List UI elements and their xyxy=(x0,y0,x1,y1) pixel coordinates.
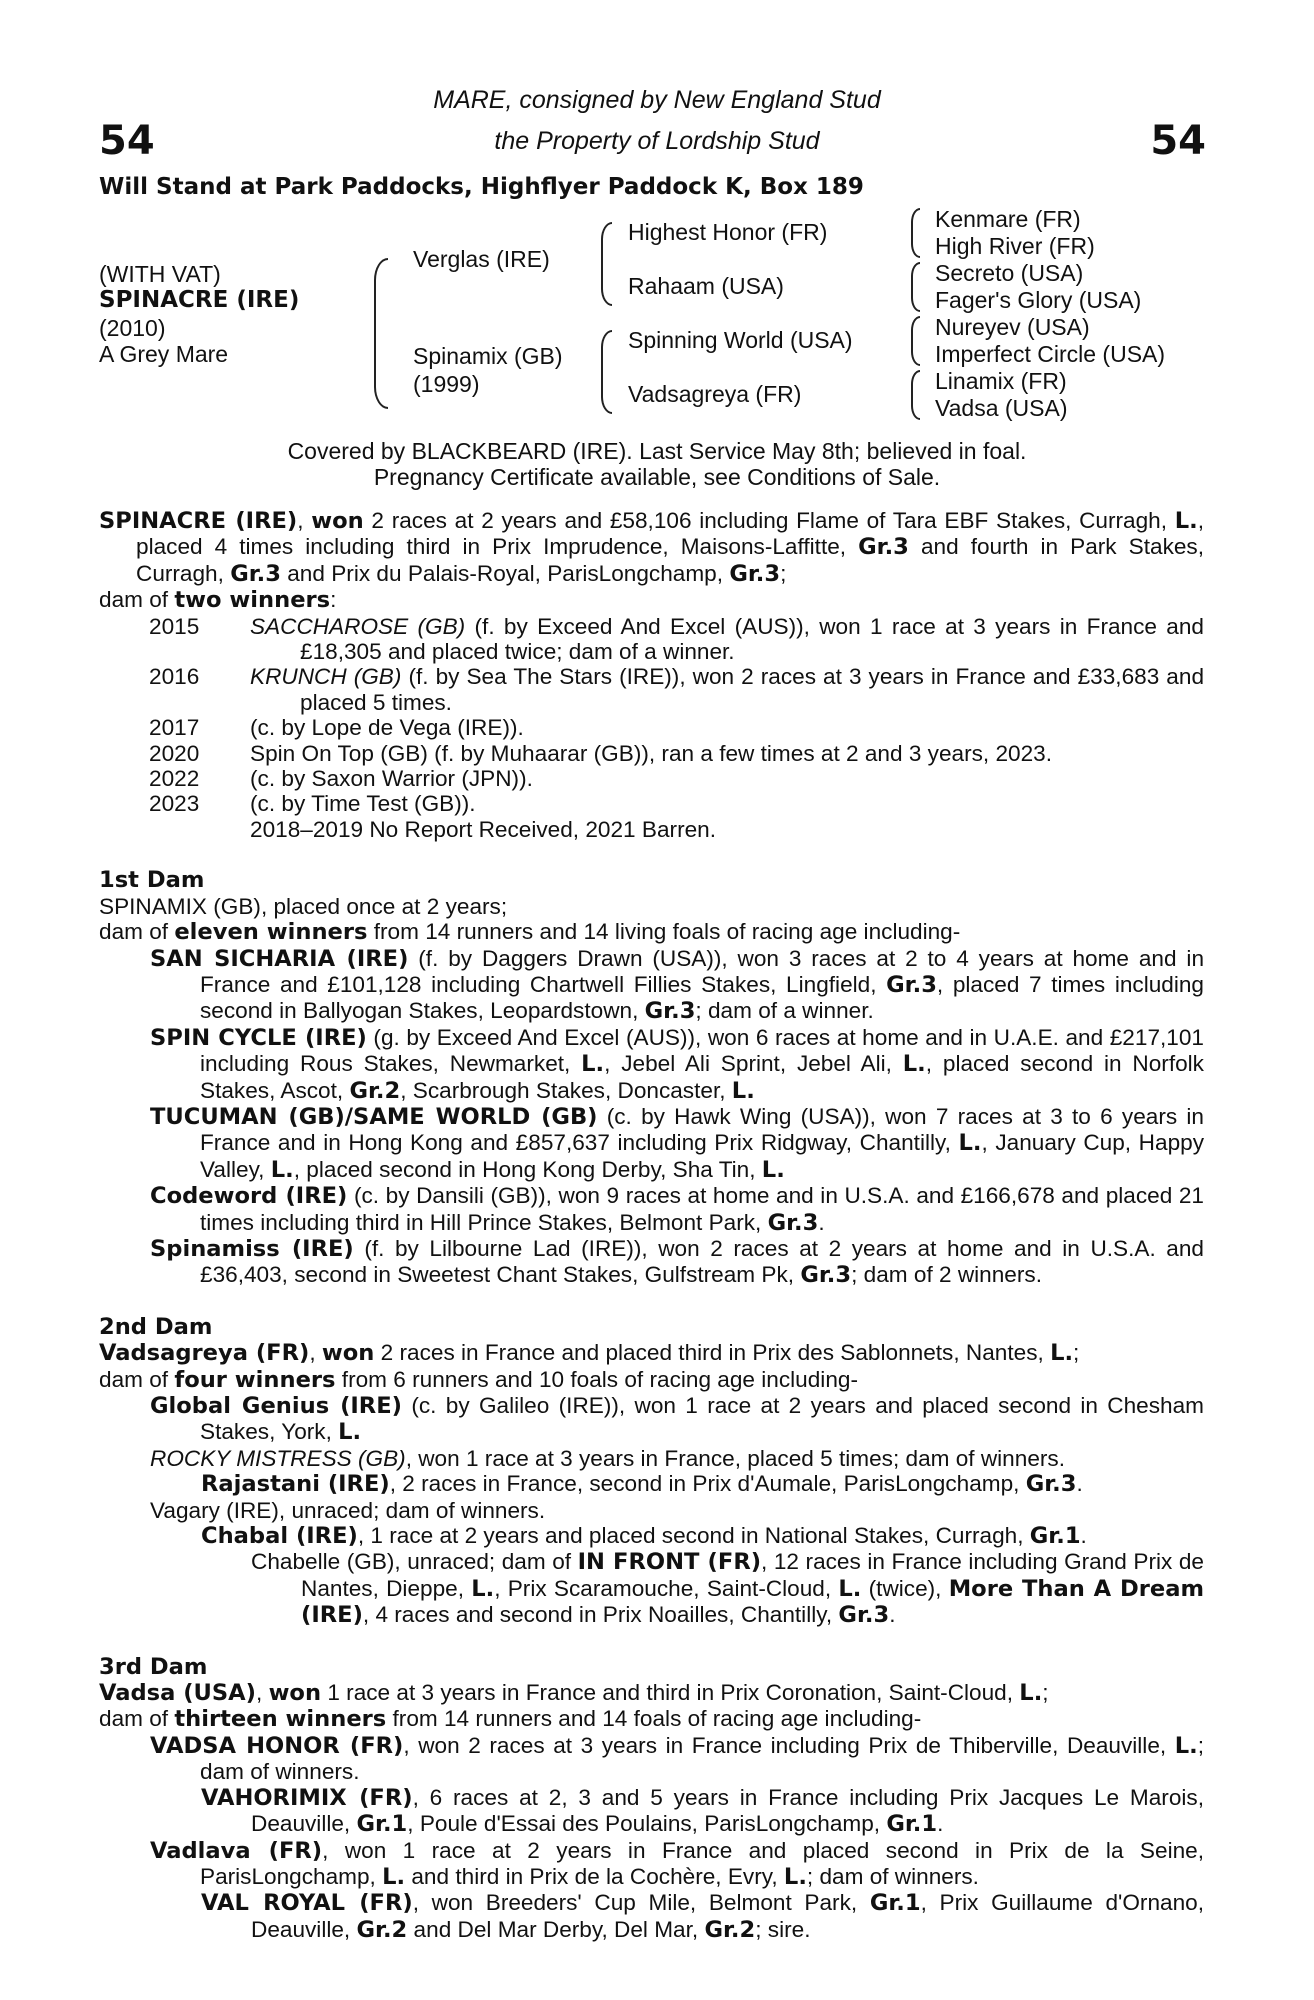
pregnancy-line: Pregnancy Certificate available, see Conditions of Sale. xyxy=(373,464,941,490)
second-dam-record: Vadsagreya (FR), won 2 races in France and placed third in Prix des Sablonnets, Nantes, L.; xyxy=(99,1340,1080,1367)
ancestor-4: Fager's Glory (USA) xyxy=(935,287,1142,313)
progeny-entry: VADSA HONOR (FR), won 2 races at 3 years in France including Prix de Thiberville, Deauville, L.; dam of winners. xyxy=(150,1732,1204,1785)
sire-dam: Rahaam (USA) xyxy=(628,273,784,299)
produce-row: 2015 SACCHAROSE (GB) (f. by Exceed And Excel (AUS)), won 1 race at 3 years in France and £18,305 and placed twice; dam of a winner. xyxy=(149,613,1204,665)
bracket-main xyxy=(374,258,388,409)
ancestor-5: Nureyev (USA) xyxy=(935,314,1090,340)
catalogue-body xyxy=(99,508,1204,1943)
mare-record: SPINACRE (IRE), won 2 races at 2 years and £58,106 including Flame of Tara EBF Stakes, Curragh, L., placed 4 times including third in Prix Imprudence, Maisons-Laffitte, Gr.3 and fourth in Park Stakes, Curragh, Gr.3 and Prix du Palais-Royal, ParisLongchamp, Gr.3; xyxy=(99,508,1204,587)
produce-list xyxy=(99,614,1204,843)
progeny-entry: ROCKY MISTRESS (GB), won 1 race at 3 years in France, placed 5 times; dam of winners. xyxy=(150,1445,1065,1471)
bracket-g4 xyxy=(911,370,920,420)
bracket-dam xyxy=(601,330,612,414)
first-dam-dam-of: dam of eleven winners from 14 runners and 14 living foals of racing age including- xyxy=(99,919,961,946)
produce-row: 2018–2019 No Report Received, 2021 Barren. xyxy=(250,816,716,842)
produce-row: 2020 Spin On Top (GB) (f. by Muhaarar (GB)), ran a few times at 2 and 3 years, 2023. xyxy=(149,740,1053,766)
ancestor-2: High River (FR) xyxy=(935,233,1095,259)
second-dam-heading: 2nd Dam xyxy=(99,1313,213,1340)
dam-sire: Spinning World (USA) xyxy=(628,327,853,353)
third-dam-record: Vadsa (USA), won 1 race at 3 years in France and third in Prix Coronation, Saint-Cloud, L.; xyxy=(99,1680,1049,1707)
second-dam-dam-of: dam of four winners from 6 runners and 10 foals of racing age including- xyxy=(99,1366,858,1393)
dam-dam: Vadsagreya (FR) xyxy=(628,381,802,407)
progeny-entry: Codeword (IRE) (c. by Dansili (GB)), won 9 races at home and in U.S.A. and £166,678 and placed 21 times including third in Hill Prince Stakes, Belmont Park, Gr.3. xyxy=(150,1183,1204,1236)
mare-dam-of: dam of two winners: xyxy=(99,587,337,614)
bracket-g3 xyxy=(911,316,920,366)
progeny-entry: SPIN CYCLE (IRE) (g. by Exceed And Excel (AUS)), won 6 races at home and in U.A.E. and £217,101 including Rous Stakes, Newmarket, L., Jebel Ali Sprint, Jebel Ali, L., placed second in Norfolk Stakes, Ascot, Gr.2, Scarbrough Stakes, Doncaster, L. xyxy=(150,1024,1204,1104)
progeny-entry: Chabelle (GB), unraced; dam of IN FRONT (FR), 12 races in France including Grand Prix de Nantes, Dieppe, L., Prix Scaramouche, Saint-Cloud, L. (twice), More Than A Dream (IRE), 4 races and second in Prix Noailles, Chantilly, Gr.3. xyxy=(251,1549,1204,1629)
horse-description: A Grey Mare xyxy=(99,341,229,367)
ancestor-6: Imperfect Circle (USA) xyxy=(935,341,1166,367)
progeny-entry: VAHORIMIX (FR), 6 races at 2, 3 and 5 years in France including Prix Jacques Le Marois, Deauville, Gr.1, Poule d'Essai des Poulains, ParisLongchamp, Gr.1. xyxy=(201,1784,1204,1838)
progeny-entry: VAL ROYAL (FR), won Breeders' Cup Mile, Belmont Park, Gr.1, Prix Guillaume d'Ornano, Deauville, Gr.2 and Del Mar Derby, Del Mar, Gr.2; sire. xyxy=(201,1890,1204,1943)
progeny-entry: SAN SICHARIA (IRE) (f. by Daggers Drawn (USA)), won 3 races at 2 to 4 years at home and in France and £101,128 including Chartwell Fillies Stakes, Lingfield, Gr.3, placed 7 times including second in Ballyogan Stakes, Leopardstown, Gr.3; dam of a winner. xyxy=(150,945,1205,1025)
progeny-entry: Chabal (IRE), 1 race at 2 years and placed second in National Stakes, Curragh, Gr.1. xyxy=(201,1523,1087,1550)
third-dam-heading: 3rd Dam xyxy=(99,1653,208,1680)
third-dam-dam-of: dam of thirteen winners from 14 runners and 14 foals of racing age including- xyxy=(99,1706,922,1733)
first-dam-heading: 1st Dam xyxy=(99,867,205,894)
progeny-entry: Spinamiss (IRE) (f. by Lilbourne Lad (IRE)), won 2 races at 2 years at home and in U.S.A. and £36,403, second in Sweetest Chant Stakes, Gulfstream Pk, Gr.3; dam of 2 winners. xyxy=(150,1235,1204,1289)
produce-row: 2023 (c. by Time Test (GB)). xyxy=(149,791,476,817)
horse-year: (2010) xyxy=(99,315,166,341)
progeny-entry: Vadlava (FR), won 1 race at 2 years in France and placed second in Prix de la Seine, ParisLongchamp, L. and third in Prix de la Cochère, Evry, L.; dam of winners. xyxy=(150,1837,1204,1890)
produce-row: 2016 KRUNCH (GB) (f. by Sea The Stars (IRE)), won 2 races at 3 years in France and £33,683 and placed 5 times. xyxy=(149,664,1205,715)
progeny-entry: TUCUMAN (GB)/SAME WORLD (GB) (c. by Hawk Wing (USA)), won 7 races at 3 to 6 years in France and in Hong Kong and £857,637 including Prix Ridgway, Chantilly, L., January Cup, Happy Valley, L., placed second in Hong Kong Derby, Sha Tin, L. xyxy=(150,1103,1204,1183)
progeny-entry: Global Genius (IRE) (c. by Galileo (IRE)), won 1 race at 2 years and placed second in Chesham Stakes, York, L. xyxy=(150,1393,1204,1446)
consignment-line: MARE, consigned by New England Stud xyxy=(433,86,881,114)
stand-location: Will Stand at Park Paddocks, Highflyer Paddock K, Box 189 xyxy=(99,174,864,200)
dam-year: (1999) xyxy=(413,371,480,397)
bracket-g1 xyxy=(911,208,920,258)
produce-row: 2017 (c. by Lope de Vega (IRE)). xyxy=(149,715,524,741)
lot-number-right: 54 xyxy=(1150,118,1206,164)
lot-number-left: 54 xyxy=(99,118,155,164)
sire-sire: Highest Honor (FR) xyxy=(628,219,828,245)
sire: Verglas (IRE) xyxy=(413,246,550,272)
ancestor-3: Secreto (USA) xyxy=(935,260,1084,286)
vat-note: (WITH VAT) xyxy=(99,261,221,287)
covered-line: Covered by BLACKBEARD (IRE). Last Service May 8th; believed in foal. xyxy=(287,438,1027,464)
bracket-sire xyxy=(601,222,612,306)
property-line: the Property of Lordship Stud xyxy=(494,127,820,155)
dam: Spinamix (GB) xyxy=(413,343,563,369)
progeny-entry: Vagary (IRE), unraced; dam of winners. xyxy=(150,1497,546,1523)
bracket-g2 xyxy=(911,262,920,312)
ancestor-8: Vadsa (USA) xyxy=(935,395,1068,421)
produce-row: 2022 (c. by Saxon Warrior (JPN)). xyxy=(149,766,533,792)
first-dam-record: SPINAMIX (GB), placed once at 2 years; xyxy=(99,893,508,919)
ancestor-1: Kenmare (FR) xyxy=(935,206,1081,232)
progeny-entry: Rajastani (IRE), 2 races in France, second in Prix d'Aumale, ParisLongchamp, Gr.3. xyxy=(201,1471,1083,1498)
horse-name: SPINACRE (IRE) xyxy=(99,287,300,313)
ancestor-7: Linamix (FR) xyxy=(935,368,1067,394)
